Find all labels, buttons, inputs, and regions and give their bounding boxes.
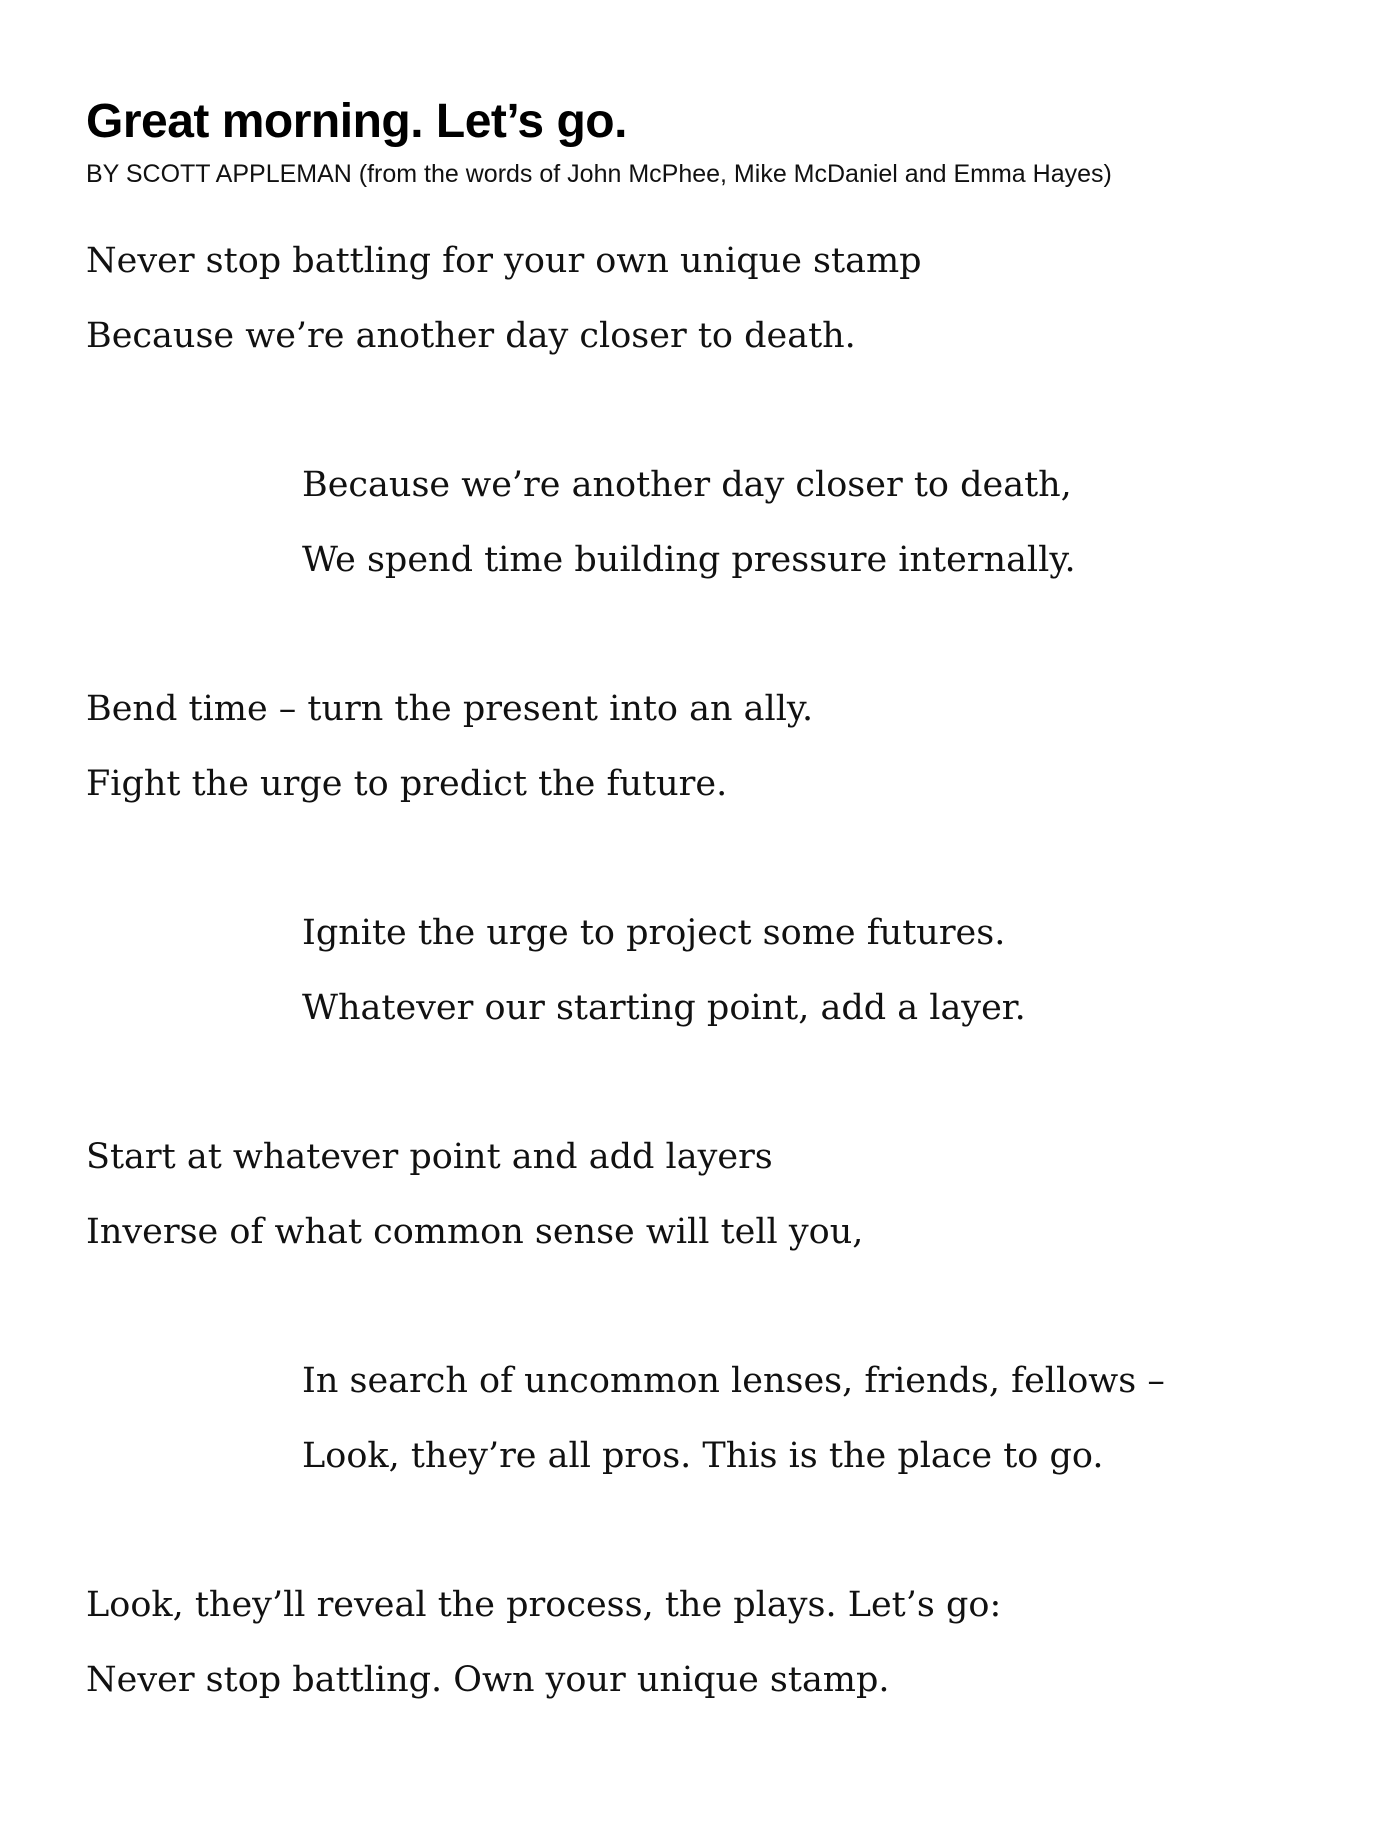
document-page [86,92,1348,1792]
poem-line: In search of uncommon lenses, friends, fellows – [302,1361,1165,1401]
poem-line: Start at whatever point and add layers [86,1137,773,1177]
poem-line: Ignite the urge to project some futures. [302,913,1006,953]
poem-body [86,224,1348,1718]
poem-line: Fight the urge to predict the future. [86,764,728,804]
poem-line: Never stop battling for your own unique stamp [86,241,922,281]
poem-line: Because we’re another day closer to death, [302,465,1072,505]
stanza-7 [86,1568,1348,1718]
stanza-6 [86,1344,1348,1494]
poem-line: We spend time building pressure internally. [302,540,1076,580]
poem-line: Never stop battling. Own your unique stamp. [86,1660,890,1700]
poem-line: Because we’re another day closer to death. [86,316,856,356]
stanza-4 [86,896,1348,1046]
stanza-2 [86,448,1348,598]
poem-line: Look, they’ll reveal the process, the plays. Let’s go: [86,1585,1002,1625]
poem-line: Inverse of what common sense will tell you, [86,1212,864,1252]
poem-line: Bend time – turn the present into an ally. [86,689,814,729]
stanza-5 [86,1120,1348,1270]
poem-line: Whatever our starting point, add a layer. [302,988,1026,1028]
byline: BY SCOTT APPLEMAN (from the words of John McPhee, Mike McDaniel and Emma Hayes) [86,160,1112,188]
stanza-1 [86,224,1348,374]
poem-line: Look, they’re all pros. This is the place to go. [302,1436,1104,1476]
stanza-3 [86,672,1348,822]
page-title: Great morning. Let’s go. [86,95,627,148]
